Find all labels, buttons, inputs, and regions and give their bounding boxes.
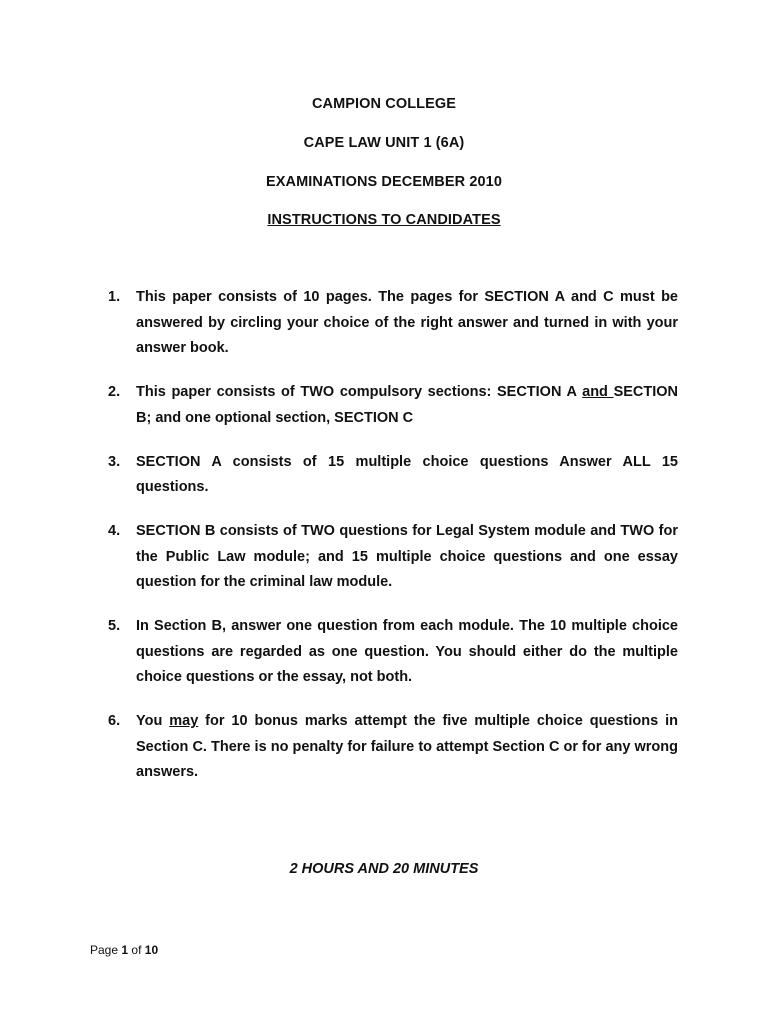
instructions-heading: [0, 212, 768, 228]
instruction-item-1: [108, 285, 678, 362]
instruction-item-6: [108, 709, 678, 786]
instructions-heading-text: INSTRUCTIONS TO CANDIDATES: [267, 212, 501, 228]
instructions-list: [108, 285, 678, 804]
instruction-item-4: [108, 519, 678, 596]
instruction-text: In Section B, answer one question from each module. The 10 multiple choice questions are regarded as one question. You should either do the multiple choice questions or the essay, not both.: [136, 618, 678, 685]
instruction-text-after: for 10 bonus marks attempt the five multiple choice questions in Section C. There is no penalty for failure to attempt Section C or for any wrong answers.: [136, 713, 678, 780]
college-title: CAMPION COLLEGE: [311, 96, 457, 112]
instruction-text: This paper consists of 10 pages. The pages for SECTION A and C must be answered by circling your choice of the right answer and turned in with your answer book.: [136, 289, 678, 356]
instruction-number: 6.: [108, 713, 121, 729]
instruction-text-before: You: [136, 713, 170, 729]
instruction-text: SECTION A consists of 15 multiple choice questions Answer ALL 15 questions.: [136, 453, 678, 495]
instruction-text-after: SECTION B; and one optional section, SECTION C: [136, 384, 679, 426]
page-number-footer: [90, 943, 158, 957]
page-label: Page: [90, 943, 119, 957]
instruction-number: 4.: [108, 523, 121, 539]
total-pages: 10: [144, 943, 159, 957]
exam-title: EXAMINATIONS DECEMBER 2010: [266, 174, 502, 190]
instruction-underlined: and: [582, 384, 614, 400]
instruction-number: 5.: [108, 618, 121, 634]
instruction-number: 1.: [108, 289, 121, 305]
instruction-item-3: [108, 450, 678, 501]
instruction-number: 2.: [108, 384, 121, 400]
exam-duration: 2 HOURS AND 20 MINUTES: [289, 861, 479, 877]
instruction-text-before: This paper consists of TWO compulsory sections: SECTION A: [136, 384, 583, 400]
course-title: CAPE LAW UNIT 1 (6A): [303, 135, 465, 151]
of-label: of: [131, 943, 142, 957]
current-page: 1: [121, 943, 129, 957]
instruction-text: SECTION B consists of TWO questions for Legal System module and TWO for the Public Law module; and 15 multiple choice questions and one essay question for the criminal law module.: [136, 523, 678, 590]
instruction-item-2: [108, 380, 678, 431]
instruction-item-5: [108, 614, 678, 691]
instruction-number: 3.: [108, 453, 121, 470]
instruction-underlined: may: [169, 713, 199, 729]
